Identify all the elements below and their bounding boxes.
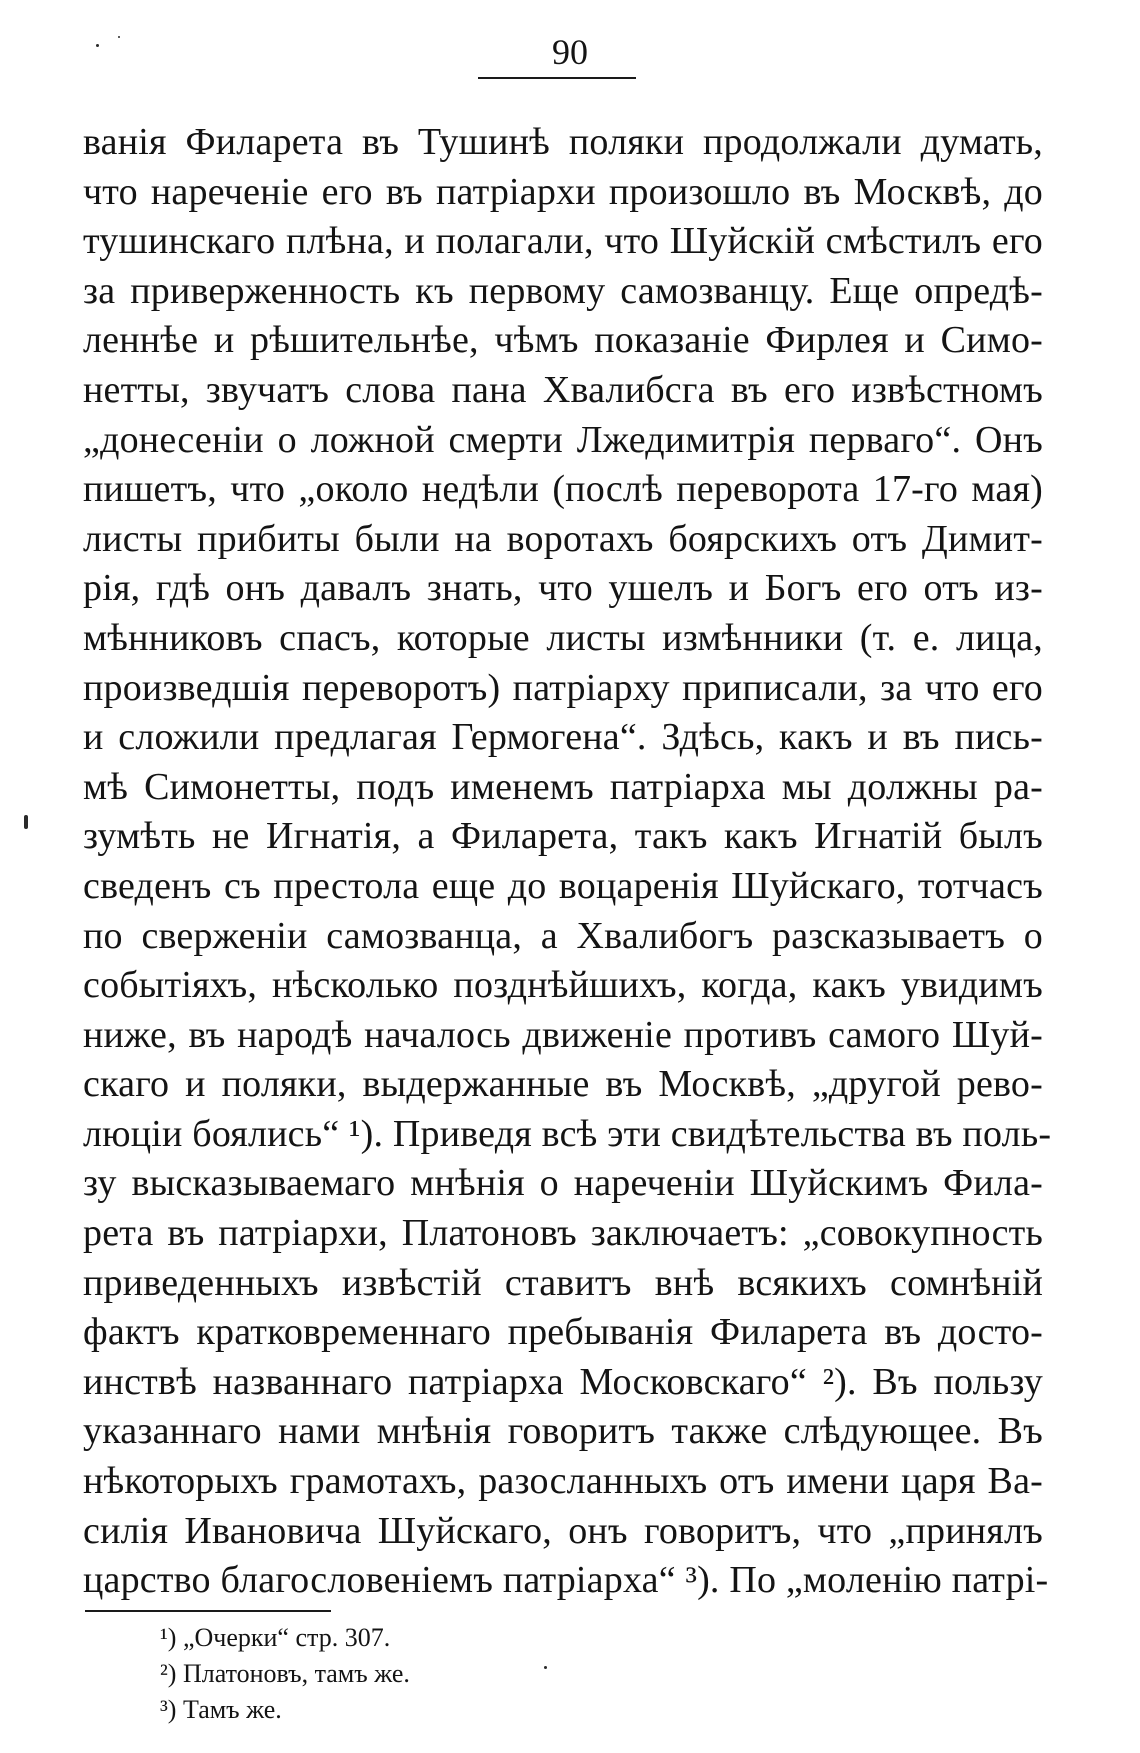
text-line: скаго и поляки, выдержанные въ Москвѣ, „другой рево-	[83, 1063, 1043, 1106]
text-line: указаннаго нами мнѣнія говоритъ также слѣдующее. Въ	[83, 1410, 1043, 1453]
text-line: приведенныхъ извѣстій ставитъ внѣ всякихъ сомнѣній	[83, 1261, 1043, 1304]
text-line: инствѣ названнаго патріарха Московскаго“ ²). Въ пользу	[83, 1360, 1043, 1403]
page-number: 90	[552, 32, 588, 72]
footnote: ¹) „Очерки“ стр. 307.	[160, 1623, 391, 1652]
text-line: фактъ кратковременнаго пребыванія Филарета въ досто-	[83, 1311, 1043, 1354]
text-line: силія Ивановича Шуйскаго, онъ говоритъ, что „принялъ	[83, 1509, 1043, 1552]
text-line: за приверженность къ первому самозванцу. Еще опредѣ-	[83, 269, 1043, 312]
print-speck	[544, 1666, 547, 1669]
text-line: нетты, звучатъ слова пана Хвалибсга въ его извѣстномъ	[83, 368, 1043, 411]
text-line: ванія Филарета въ Тушинѣ поляки продолжали думать,	[83, 121, 1043, 163]
text-line: сведенъ съ престола еще до воцаренія Шуйскаго, тотчасъ	[83, 864, 1043, 907]
text-line: событіяхъ, нѣсколько позднѣйшихъ, когда, какъ увидимъ	[83, 964, 1043, 1007]
text-line: рета въ патріархи, Платоновъ заключаетъ: „совокупность	[83, 1212, 1043, 1255]
text-line: листы прибиты были на воротахъ боярскихъ отъ Димит-	[83, 517, 1043, 560]
text-line: ниже, въ народѣ началось движеніе противъ самого Шуй-	[83, 1013, 1043, 1056]
print-speck	[96, 44, 99, 47]
text-line: тушинскаго плѣна, и полагали, что Шуйскій смѣстилъ его	[83, 220, 1043, 263]
text-line: что нареченіе его въ патріархи произошло въ Москвѣ, до	[83, 170, 1043, 213]
text-line: „донесеніи о ложной смерти Лжедимитрія перваго“. Онъ	[83, 418, 1043, 461]
body-text	[83, 118, 1052, 1606]
footnotes	[160, 1620, 860, 1728]
footnote: ³) Тамъ же.	[160, 1695, 282, 1724]
print-speck	[24, 815, 28, 829]
text-line: мѣ Симонетты, подъ именемъ патріарха мы должны ра-	[83, 765, 1043, 808]
footnote-rule	[85, 1610, 331, 1612]
page-number-rule	[478, 77, 636, 79]
text-line: зумѣть не Игнатія, а Филарета, такъ какъ Игнатій былъ	[83, 815, 1043, 858]
footnote: ²) Платоновъ, тамъ же.	[160, 1659, 410, 1688]
text-line: царство благословеніемъ патріарха“ ³). По „моленію патрі-	[83, 1559, 1049, 1602]
text-line: произведшія переворотъ) патріарху приписали, за что его	[83, 666, 1043, 709]
text-line: и сложили предлагая Гермогена“. Здѣсь, какъ и въ пись-	[83, 716, 1043, 759]
text-line: люціи боялись“ ¹). Приведя всѣ эти свидѣтельства въ поль-	[83, 1112, 1052, 1155]
text-line: леннѣе и рѣшительнѣе, чѣмъ показаніе Фирлея и Симо-	[83, 319, 1043, 362]
print-speck	[118, 36, 120, 38]
text-line: пишетъ, что „около недѣли (послѣ переворота 17-го мая)	[83, 468, 1043, 511]
text-line: по сверженіи самозванца, а Хвалибогъ разсказываетъ о	[83, 914, 1043, 957]
text-line: нѣкоторыхъ грамотахъ, разосланныхъ отъ имени царя Ва-	[83, 1460, 1043, 1503]
text-line: мѣнниковъ спасъ, которые листы измѣнники (т. е. лица,	[83, 616, 1043, 659]
text-line: рія, гдѣ онъ давалъ знать, что ушелъ и Богъ его отъ из-	[83, 567, 1043, 610]
text-line: зу высказываемаго мнѣнія о нареченіи Шуйскимъ Фила-	[83, 1162, 1043, 1205]
